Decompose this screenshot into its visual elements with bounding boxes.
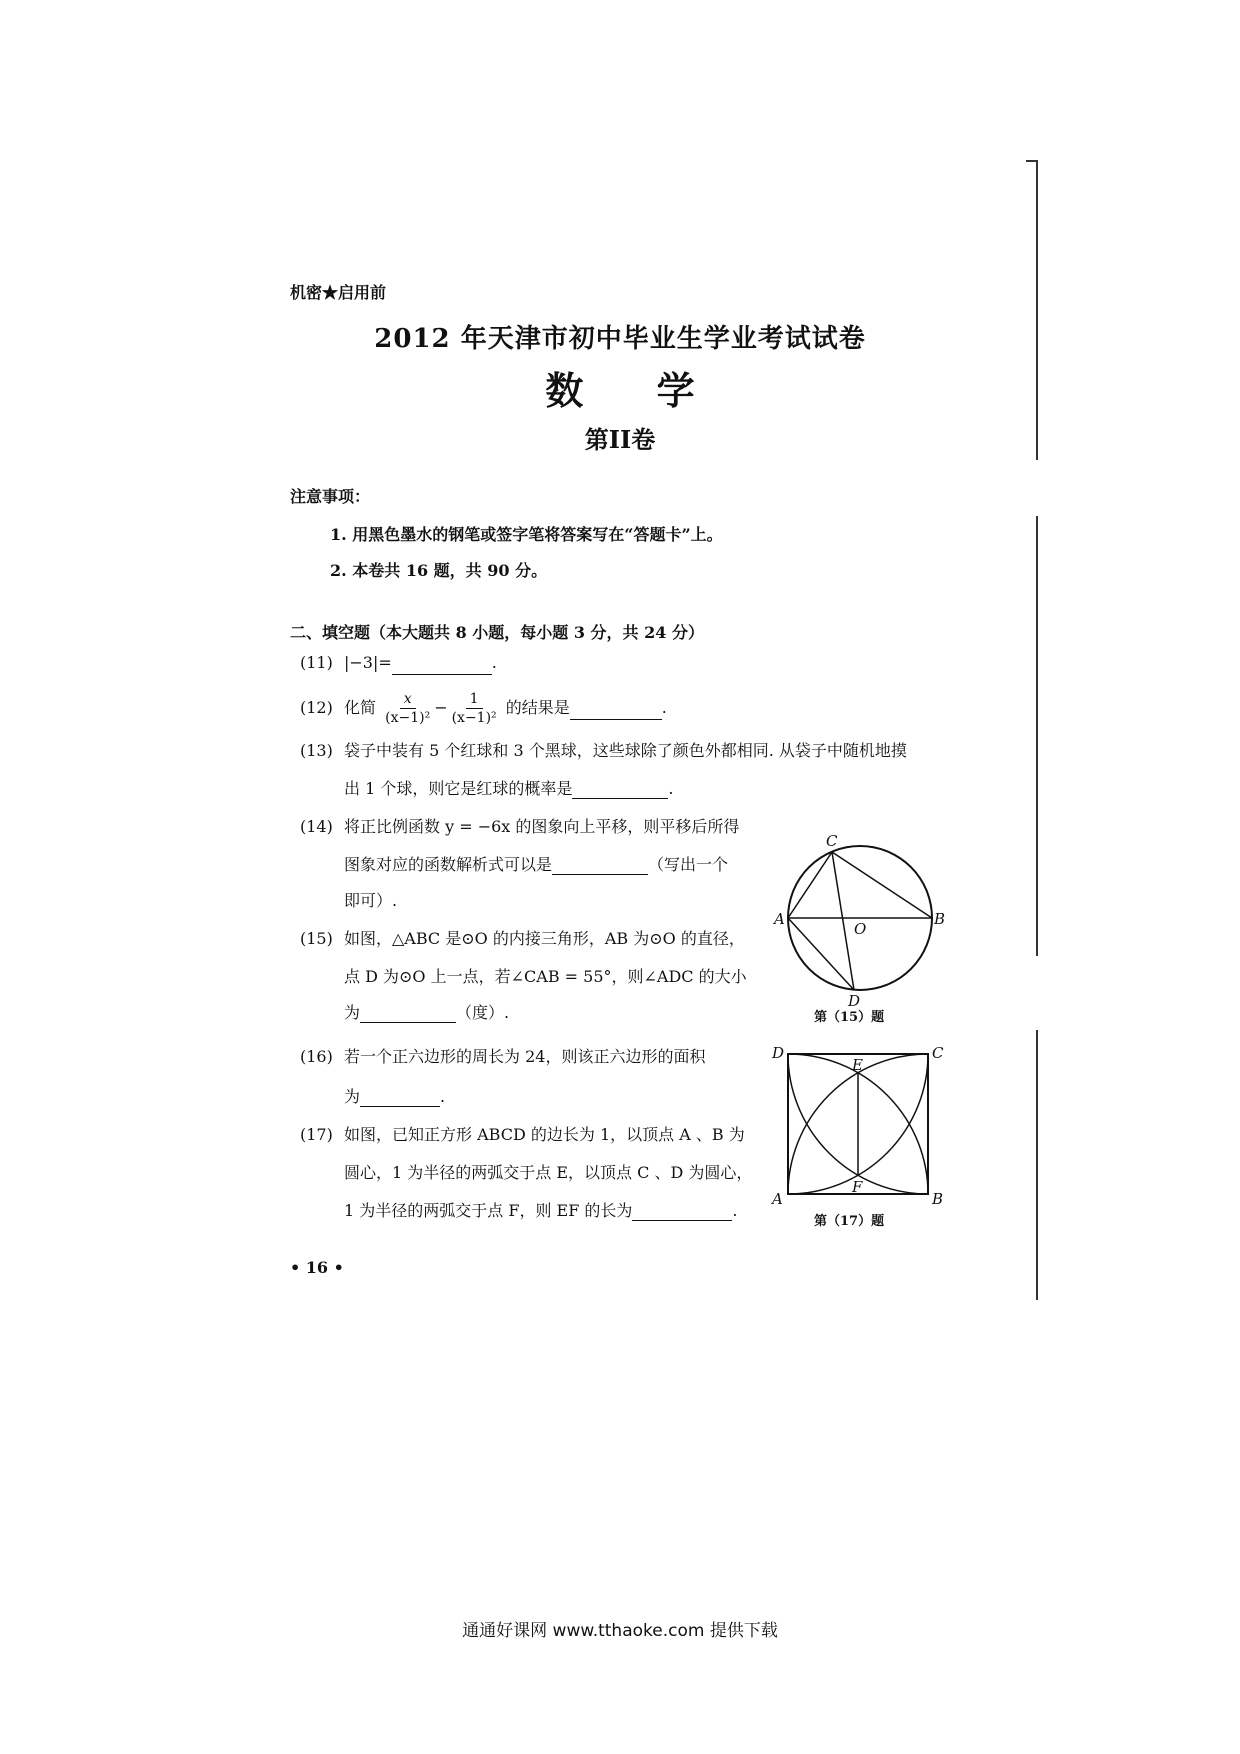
figure-15-caption: 第（15）题 — [814, 1010, 885, 1025]
scan-edge-rule — [1036, 1030, 1038, 1300]
minus-sign: − — [434, 698, 448, 717]
segment-cb — [832, 852, 932, 918]
question-15-cont — [344, 1000, 509, 1023]
volume-title: 第II卷 — [584, 425, 656, 454]
figure-17-caption: 第（17）题 — [814, 1214, 885, 1229]
label-d: D — [772, 1044, 785, 1062]
question-text: 出 1 个球，则它是红球的概率是 — [344, 779, 573, 798]
scan-edge-rule — [1036, 160, 1038, 460]
label-f: F — [852, 1178, 863, 1196]
question-text: 袋子中装有 5 个红球和 3 个黑球，这些球除了颜色外都相同. 从袋子中随机地摸 — [344, 741, 907, 760]
question-text: 图象对应的函数解析式可以是 — [344, 855, 553, 874]
question-number: (16) — [300, 1047, 333, 1066]
question-13 — [300, 740, 907, 762]
label-o: O — [854, 920, 867, 938]
question-text: 如图，已知正方形 ABCD 的边长为 1，以顶点 A 、B 为 — [344, 1125, 745, 1144]
label-a: A — [772, 1190, 783, 1208]
answer-blank — [570, 697, 662, 720]
denominator: (x−1)² — [451, 710, 497, 726]
answer-blank — [572, 779, 668, 799]
note-item: 1. 用黑色墨水的钢笔或签字笔将答案写在“答题卡”上。 — [330, 525, 723, 544]
question-16 — [300, 1046, 705, 1068]
question-17 — [300, 1124, 745, 1146]
figure-15-circle-diagram — [770, 830, 950, 1010]
question-number: (13) — [300, 741, 333, 760]
question-15 — [300, 928, 745, 950]
section-heading: 二、填空题（本大题共 8 小题，每小题 3 分，共 24 分） — [290, 623, 704, 642]
question-text: 为 — [344, 1087, 361, 1106]
subject-title: 数 学 — [545, 368, 725, 413]
answer-blank — [392, 652, 492, 675]
numerator: 1 — [466, 690, 483, 709]
question-text: 为 — [344, 1003, 361, 1022]
question-text: 1 为半径的两弧交于点 F，则 EF 的长为 — [344, 1201, 633, 1220]
question-text: （写出一个 — [648, 855, 729, 874]
label-b: B — [934, 910, 946, 928]
question-text: 如图，△ABC 是⊙O 的内接三角形，AB 为⊙O 的直径， — [344, 929, 745, 948]
fraction — [383, 690, 432, 727]
page-number: • 16 • — [290, 1258, 344, 1277]
label-b: B — [932, 1190, 944, 1208]
notes-heading: 注意事项： — [290, 487, 371, 506]
label-d: D — [848, 992, 861, 1010]
denominator: (x−1)² — [385, 710, 431, 726]
answer-blank — [360, 1087, 440, 1107]
scan-edge-tick — [1026, 160, 1038, 162]
question-text: 将正比例函数 y = −6x 的图象向上平移，则平移后所得 — [344, 817, 740, 836]
question-17-cont: 圆心，1 为半径的两弧交于点 E，以顶点 C 、D 为圆心， — [344, 1163, 753, 1182]
question-text: 若一个正六边形的周长为 24，则该正六边形的面积 — [344, 1047, 706, 1066]
exam-title: 2012 年天津市初中毕业生学业考试试卷 — [374, 324, 866, 354]
label-e: E — [852, 1056, 863, 1074]
label-a: A — [774, 910, 785, 928]
note-item: 2. 本卷共 16 题，共 90 分。 — [330, 561, 548, 580]
question-14-cont: 即可）. — [344, 891, 398, 910]
fraction — [450, 690, 499, 727]
confidential-label: 机密★启用前 — [290, 283, 387, 302]
question-number: (11) — [300, 653, 333, 672]
label-c: C — [826, 832, 838, 850]
segment-ac — [788, 852, 832, 918]
question-number: (17) — [300, 1125, 333, 1144]
question-16-cont: 为 . — [344, 1087, 446, 1106]
question-14 — [300, 816, 739, 838]
question-number: (14) — [300, 817, 333, 836]
answer-blank — [552, 855, 648, 875]
scan-edge-rule — [1036, 516, 1038, 956]
numerator: x — [400, 690, 416, 709]
question-text: 化简 — [344, 698, 377, 717]
answer-blank — [632, 1201, 732, 1221]
label-c: C — [932, 1044, 944, 1062]
question-text: 的结果是 — [505, 698, 570, 717]
question-15-cont: 点 D 为⊙O 上一点，若∠CAB = 55°，则∠ADC 的大小 — [344, 967, 747, 986]
question-12: (12) 化简 $\frac{x}{\text{(x−1)²}}$ − $\frac{1}{\text{(x−1)²}}$ 的结果是 . — [300, 691, 667, 726]
question-11: (11) |−3|= . — [300, 652, 497, 675]
question-text: |−3|= — [344, 653, 392, 672]
answer-blank — [360, 1003, 456, 1023]
figure-17-square-diagram — [766, 1040, 956, 1210]
question-number: (15) — [300, 929, 333, 948]
question-17-cont: 1 为半径的两弧交于点 F，则 EF 的长为 . — [344, 1201, 738, 1220]
question-number: (12) — [300, 698, 333, 717]
question-13-cont: 出 1 个球，则它是红球的概率是 . — [344, 779, 674, 798]
download-footer: 通通好课网 www.tthaoke.com 提供下载 — [462, 1621, 778, 1641]
question-14-cont — [344, 852, 728, 875]
question-text: （度）. — [456, 1003, 510, 1022]
